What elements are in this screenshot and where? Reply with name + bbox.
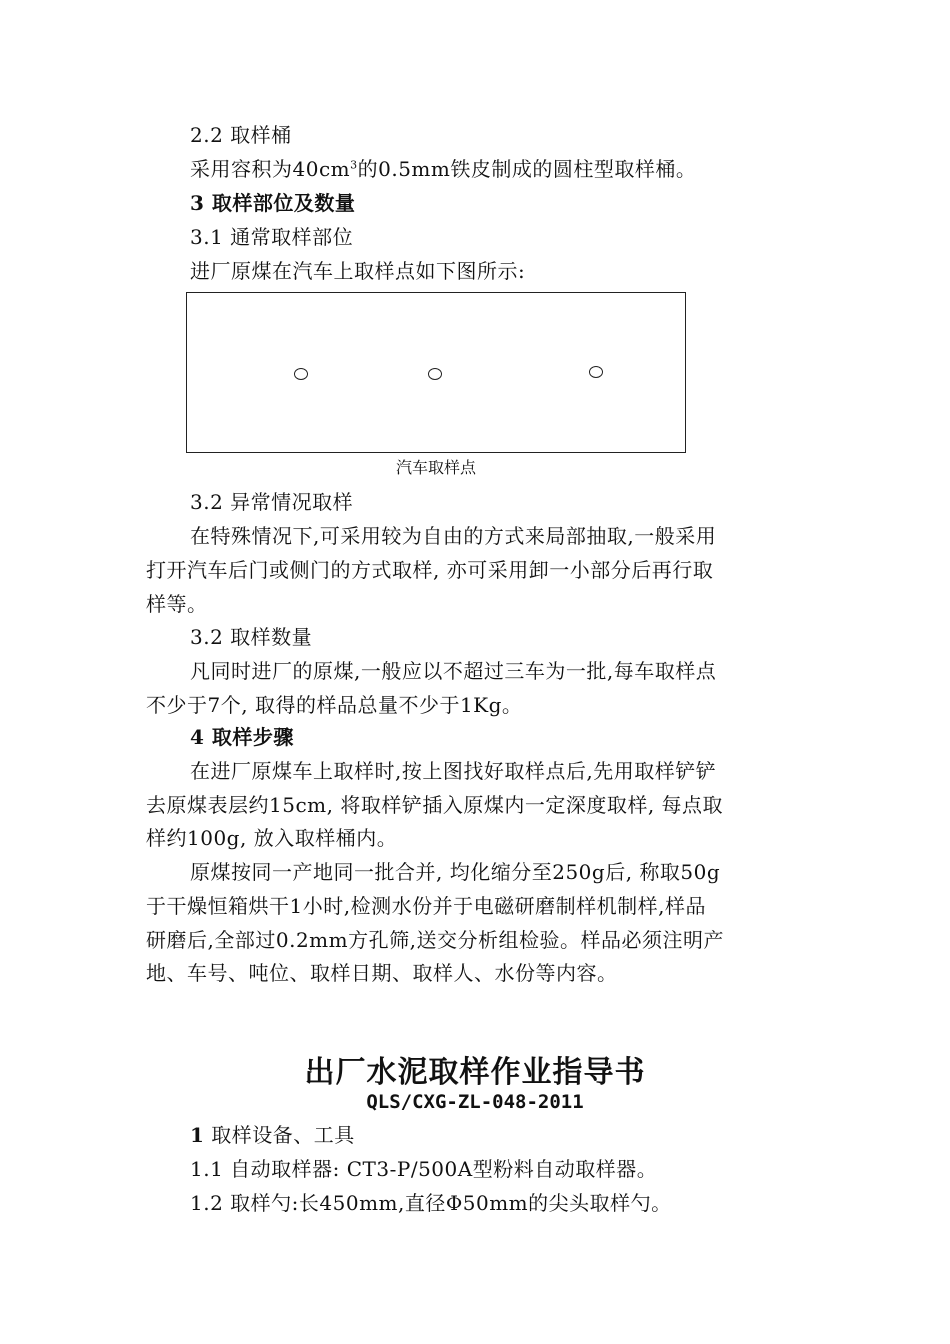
paragraph-line: 于干燥恒箱烘干1小时,检测水份并于电磁研磨制样机制样,样品 (146, 894, 706, 918)
paragraph-line: 打开汽车后门或侧门的方式取样, 亦可采用卸一小部分后再行取 (146, 558, 714, 582)
paragraph-line: 不少于7个, 取得的样品总量不少于1Kg。 (146, 693, 523, 717)
text-part: 的0.5mm铁皮制成的圆柱型取样桶。 (357, 157, 697, 181)
paragraph-line: 原煤按同一产地同一批合并, 均化缩分至250g后, 称取50g (190, 860, 721, 884)
text-part: 采用容积为40cm (190, 157, 351, 181)
paragraph-line: 凡同时进厂的原煤,一般应以不超过三车为一批,每车取样点 (190, 659, 717, 683)
sampling-point-2 (428, 368, 442, 380)
paragraph-line: 地、车号、吨位、取样日期、取样人、水份等内容。 (146, 961, 618, 985)
section-number: 1 (190, 1123, 205, 1147)
sampling-point-1 (294, 368, 308, 380)
doc2-item-1-2: 1.2 取样勺:长450mm,直径Φ50mm的尖头取样勺。 (190, 1191, 672, 1215)
section-3-heading: 3 取样部位及数量 (190, 191, 356, 215)
section-2-2-text (190, 152, 830, 186)
paragraph-line: 研磨后,全部过0.2mm方孔筛,送交分析组检验。样品必须注明产 (146, 928, 724, 952)
truck-sampling-diagram (186, 292, 686, 453)
doc2-item-1-1: 1.1 自动取样器: CT3-P/500A型粉料自动取样器。 (190, 1157, 658, 1181)
paragraph-line: 样约100g, 放入取样桶内。 (146, 826, 398, 850)
document-title: 出厂水泥取样作业指导书 (304, 1055, 646, 1090)
section-3-1-text: 进厂原煤在汽车上取样点如下图所示: (190, 259, 526, 283)
paragraph-line: 在进厂原煤车上取样时,按上图找好取样点后,先用取样铲铲 (190, 759, 717, 783)
paragraph-line: 去原煤表层约15cm, 将取样铲插入原煤内一定深度取样, 每点取 (146, 793, 724, 817)
superscript: 3 (350, 158, 358, 172)
section-3-2-quantity-heading: 3.2 取样数量 (190, 625, 313, 649)
section-4-heading: 4 取样步骤 (190, 725, 294, 749)
section-3-2-heading: 3.2 异常情况取样 (190, 490, 354, 514)
sampling-point-3 (589, 366, 603, 378)
section-title: 取样设备、工具 (204, 1123, 355, 1147)
section-2-2-heading: 2.2 取样桶 (190, 123, 292, 147)
paragraph-line: 在特殊情况下,可采用较为自由的方式来局部抽取,一般采用 (190, 524, 717, 548)
document-code: QLS/CXG-ZL-048-2011 (366, 1091, 584, 1113)
paragraph-line: 样等。 (146, 592, 208, 616)
doc2-section-1-heading (190, 1118, 830, 1152)
figure-caption: 汽车取样点 (395, 458, 476, 477)
section-3-1-heading: 3.1 通常取样部位 (190, 225, 354, 249)
